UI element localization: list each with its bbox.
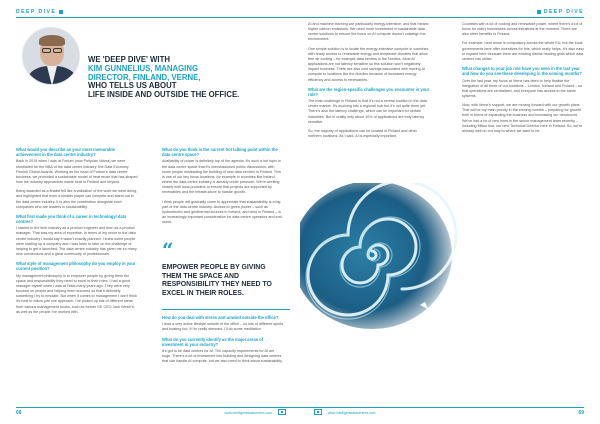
magazine-logo-icon (278, 409, 286, 415)
question: What do you currently identify as the major areas of investment in your industry? (162, 336, 264, 347)
question: How do you deal with stress and unwind outside the office? (162, 315, 279, 320)
answer: I started in the tech industry as a product engineer and then as a product manager. That was my area of expertise. In terms of my move to the data centre industry I would say it wasn't exactly planned. I knew some people were starting up a company and I was keen to take on the challenge of helping to get it launched. The data centre industry has given me so many new connections and a great community of professionals. (16, 226, 137, 256)
magazine-logo-icon (314, 409, 322, 415)
question: What style of management philosophy do you employ in your current position? (16, 261, 136, 272)
answer: So, the majority of applications can be located in Finland and other northern locations. As I said, AI is especially important. (308, 128, 417, 139)
section-label: DEEP DIVE (16, 9, 57, 15)
top-rule (16, 17, 300, 18)
pull-quote-line: EXCEL IN THEIR ROLES. (162, 289, 244, 297)
pull-quote-line: RESPONSIBILITY THEY NEED TO (162, 281, 272, 289)
answer: The main challenge in Finland is that it's not a central location in the data centre market. It's evolving into a regional hub but it's not quite there yet. There's also the latency challenge, which can be important for certain industries. But in reality only about 10% of applications are truly latency sensitive. (308, 99, 427, 124)
column-2-top (162, 146, 284, 238)
answer: One simple solution is to locate the energy-intensive compute in countries with ready access to renewable energy and temperate climates that allow free air cooling – for example data centres in the Nordics. Most AI applications are not latency sensitive so this solution won't negatively impact business. There are also cost savings associated with moving AI compute to locations like the Nordics because of increased energy efficiency and access to renewables. (308, 46, 429, 82)
section-header (16, 9, 63, 15)
answer: It's got to be data centres for AI. The capacity requirements for AI are huge. There's a lot of investment into building and designing data centres that can handle AI compute, but we also need to think about sustainability. (162, 348, 283, 364)
answer: My management philosophy is to empower people by giving them the space and responsibility they need to excel in their roles. I had a good manager myself when I was at Tekla many years ago. They were very focused on people and helping them succeed so that's definitely something I try to emulate. But when it comes to management I don't think it's best to follow just one approach. I've picked up lots of different ideas from various management books, such as former GE CEO Jack Welch's, as well as the people I've worked with. (16, 273, 138, 314)
column-2-bottom (162, 314, 284, 406)
pull-quote-line: THEM THE SPACE AND (162, 272, 239, 280)
bottom-rule (16, 407, 300, 408)
section-label: DEEP DIVE (543, 9, 584, 15)
answer: Over the last year, my focus at Verne has been to help finalise the integration of all three of our locations – London, Iceland and Finland – so that operations are centralised, and everyone has access to the same systems. (462, 78, 583, 98)
pull-quote-line: EMPOWER PEOPLE BY GIVING (162, 264, 266, 271)
section-square-icon (537, 10, 541, 14)
boat-spiral-photo (300, 183, 462, 333)
column-1 (16, 146, 138, 404)
answer: I lead a very active lifestyle outside of the office – so lots of different sports and boating too. If I'm really stressed, I'll do some meditation. (162, 322, 284, 332)
question: What first made you think of a career in technology/ data centres? (16, 213, 127, 225)
pull-quote (162, 264, 292, 298)
headline-line: KIM GUNNELIUS, MANAGING (88, 63, 199, 73)
glasses-left-icon (42, 48, 51, 53)
headline-line: LIFE INSIDE AND OUTSIDE THE OFFICE. (88, 90, 240, 100)
question: What would you describe as your most memorable achievement in the data centre industry? (16, 147, 115, 158)
column-3 (308, 22, 430, 182)
pull-quote-rule (162, 309, 290, 310)
boat-spiral-icon (300, 183, 462, 333)
answer: AI and machine learning are particularly energy-intensive, and that means higher carbon emissions. We need more investment in sustainable data centre solutions to ensure the focus on AI compute doesn't outweigh the environment. (308, 22, 429, 42)
headline-line: WE 'DEEP DIVE' WITH (88, 55, 170, 64)
top-rule (300, 17, 584, 18)
question: What do you think is the current hot talking point within the data centre space? (162, 147, 278, 158)
portrait-hair (39, 35, 65, 46)
footer-url[interactable]: www.intelligentdatacentres.com (224, 411, 272, 415)
answer: I think people will gradually come to appreciate that sustainability is a big part of the data centre industry. Access to green power – such as hydroelectric and geothermal sources in Iceland, and wind in Finland – is an increasingly important consideration for data centre operators and end-users. (162, 199, 283, 225)
headline (88, 56, 288, 100)
footer-url[interactable]: www.intelligentdatacentres.com (328, 411, 376, 415)
column-4 (462, 22, 584, 222)
answer: Availability of power is definitely top of the agenda. It's such a hot topic in the data centre space that it's overshadowed public discussions, with some people misleading the building of new data centres in Finland. This is one of our key focus locations, for example in countries like Ireland, where the data centre industry is already under pressure. We're working closely with local providers to ensure that projects are supported by renewables and the infrastructure to handle growth. (162, 159, 281, 195)
portrait-avatar (22, 27, 80, 85)
answer: Back in 2019 when I was at Fortum (now Pohjolan Voima) we were shortlisted for the NBA of the data centre industry: the Data Economy Finnish Global Awards. Working as the head of Fortum's data centre business, we promoted a sustainable model of heat reuse that has shaped how the industry approaches waste heat in Finland and beyond. (16, 159, 138, 185)
section-square-icon (59, 10, 63, 14)
question: What changes to your job role have you seen in the last year and how do you see these developing in the coming months? (462, 66, 582, 77)
answer: Being awarded as a finalist felt like a validation of the work we were doing, and highlighted that even a smaller player can compete and stand out in the data centre industry. It is also the contribution alongside such companies who are leaders in sustainability. (16, 189, 138, 209)
page-number: 69 (578, 410, 584, 416)
quote-mark-icon: “ (162, 238, 174, 262)
answer: Countries with a lot of cooling and renewable power, where there's a lot of focus for many businesses across industries at the moment. There are also other benefits to Finland. (462, 22, 583, 37)
answer: For example, heat reuse is compulsory across the whole EU, but the local governments here offer incentives for this, which really helps. It's also easy to expand here because there are existing district heating grids which data centres can utilise. (462, 41, 584, 61)
answer: Now, with Verne's support, we are moving forward with our growth plans. That will be my main priority in the coming months – preparing for growth both in terms of expanding the business and increasing our headcount. We've had a lot of new hires in the senior management team recently – including Mikko Ikla, our new Technical Director here in Finland. So, we're already well on our way to where we want to be. (462, 103, 583, 133)
section-header (537, 9, 584, 15)
headline-line: WHO TELLS US ABOUT (88, 81, 177, 91)
glasses-right-icon (53, 48, 62, 53)
question: What are the region-specific challenges you encounter in your role? (308, 86, 430, 97)
page-number: 68 (16, 410, 22, 416)
headline-line: DIRECTOR, FINLAND, VERNE, (88, 72, 201, 82)
bottom-rule (300, 407, 584, 408)
